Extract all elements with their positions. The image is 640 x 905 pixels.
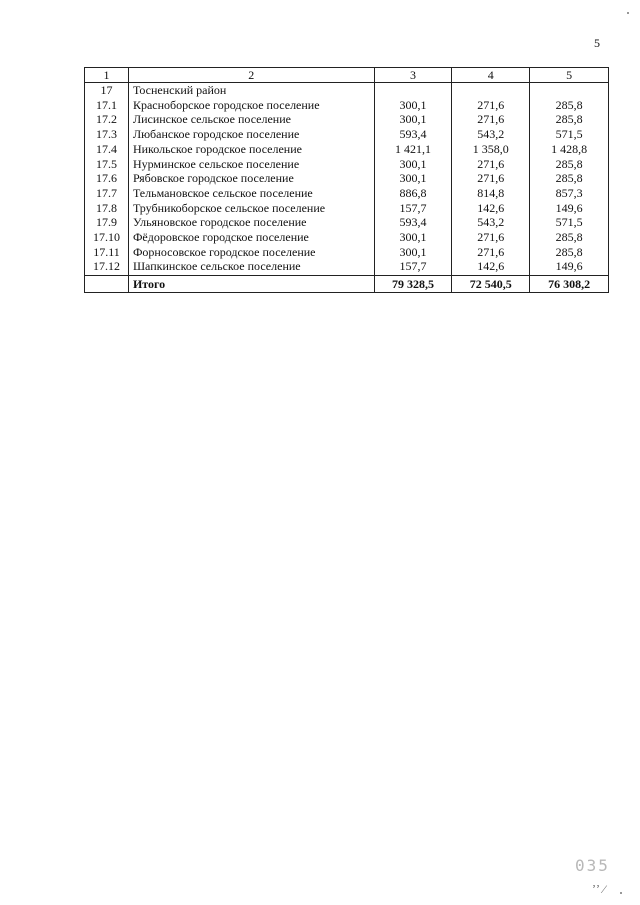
column-header-2: 2 — [128, 68, 374, 83]
table-row — [85, 157, 609, 172]
settlement-name: Ульяновское городское поселение — [128, 215, 374, 230]
settlement-name: Нурминское сельское поселение — [128, 157, 374, 172]
value-col-4: 271,6 — [452, 245, 530, 260]
value-col-3: 593,4 — [374, 127, 452, 142]
value-col-5: 149,6 — [530, 259, 609, 275]
table-row — [85, 186, 609, 201]
section-number: 17 — [85, 83, 129, 98]
value-col-3: 300,1 — [374, 157, 452, 172]
value-col-4: 271,6 — [452, 112, 530, 127]
settlement-name: Трубникоборское сельское поселение — [128, 201, 374, 216]
value-col-3: 1 421,1 — [374, 142, 452, 157]
table-row — [85, 215, 609, 230]
value-col-4: 142,6 — [452, 259, 530, 275]
settlement-name: Шапкинское сельское поселение — [128, 259, 374, 275]
value-col-5: 571,5 — [530, 127, 609, 142]
settlement-name: Рябовское городское поселение — [128, 171, 374, 186]
row-number: 17.3 — [85, 127, 129, 142]
page-number: 5 — [594, 36, 600, 50]
table-row — [85, 127, 609, 142]
scan-speck — [627, 12, 629, 14]
section-cell-4 — [452, 83, 530, 98]
table-header — [85, 68, 609, 83]
section-cell-3 — [374, 83, 452, 98]
value-col-5: 1 428,8 — [530, 142, 609, 157]
value-col-4: 814,8 — [452, 186, 530, 201]
row-number: 17.2 — [85, 112, 129, 127]
value-col-5: 285,8 — [530, 171, 609, 186]
total-row — [85, 276, 609, 293]
total-label: Итого — [128, 276, 374, 293]
row-number: 17.11 — [85, 245, 129, 260]
value-col-3: 157,7 — [374, 259, 452, 275]
total-number-cell — [85, 276, 129, 293]
value-col-4: 271,6 — [452, 98, 530, 113]
row-number: 17.4 — [85, 142, 129, 157]
budget-table — [84, 67, 609, 293]
row-number: 17.9 — [85, 215, 129, 230]
table-body — [85, 83, 609, 276]
row-number: 17.10 — [85, 230, 129, 245]
settlement-name: Лисинское сельское поселение — [128, 112, 374, 127]
page-stamp: 035 — [575, 856, 610, 875]
value-col-5: 285,8 — [530, 230, 609, 245]
table-row — [85, 98, 609, 113]
section-row — [85, 83, 609, 98]
row-number: 17.8 — [85, 201, 129, 216]
section-cell-5 — [530, 83, 609, 98]
row-number: 17.6 — [85, 171, 129, 186]
value-col-3: 300,1 — [374, 171, 452, 186]
row-number: 17.5 — [85, 157, 129, 172]
value-col-4: 271,6 — [452, 230, 530, 245]
value-col-3: 593,4 — [374, 215, 452, 230]
settlement-name: Красноборское городское поселение — [128, 98, 374, 113]
value-col-4: 271,6 — [452, 171, 530, 186]
table-row — [85, 245, 609, 260]
value-col-4: 543,2 — [452, 127, 530, 142]
row-number: 17.12 — [85, 259, 129, 275]
table-row — [85, 171, 609, 186]
row-number: 17.1 — [85, 98, 129, 113]
settlement-name: Любанское городское поселение — [128, 127, 374, 142]
section-name: Тосненский район — [128, 83, 374, 98]
value-col-3: 300,1 — [374, 230, 452, 245]
value-col-3: 300,1 — [374, 245, 452, 260]
table-row — [85, 201, 609, 216]
column-header-1: 1 — [85, 68, 129, 83]
value-col-3: 300,1 — [374, 112, 452, 127]
total-value-4: 72 540,5 — [452, 276, 530, 293]
column-header-5: 5 — [530, 68, 609, 83]
value-col-3: 886,8 — [374, 186, 452, 201]
column-header-3: 3 — [374, 68, 452, 83]
scan-speck — [620, 892, 622, 894]
value-col-5: 285,8 — [530, 157, 609, 172]
settlement-name: Тельмановское сельское поселение — [128, 186, 374, 201]
total-value-5: 76 308,2 — [530, 276, 609, 293]
value-col-3: 157,7 — [374, 201, 452, 216]
settlement-name: Никольское городское поселение — [128, 142, 374, 157]
header-row — [85, 68, 609, 83]
table-row — [85, 259, 609, 275]
column-header-4: 4 — [452, 68, 530, 83]
value-col-5: 285,8 — [530, 245, 609, 260]
value-col-4: 142,6 — [452, 201, 530, 216]
value-col-4: 271,6 — [452, 157, 530, 172]
value-col-5: 285,8 — [530, 98, 609, 113]
value-col-5: 571,5 — [530, 215, 609, 230]
value-col-5: 857,3 — [530, 186, 609, 201]
settlement-name: Форносовское городское поселение — [128, 245, 374, 260]
table-row — [85, 112, 609, 127]
total-value-3: 79 328,5 — [374, 276, 452, 293]
value-col-4: 543,2 — [452, 215, 530, 230]
value-col-5: 149,6 — [530, 201, 609, 216]
value-col-3: 300,1 — [374, 98, 452, 113]
value-col-5: 285,8 — [530, 112, 609, 127]
table-row — [85, 142, 609, 157]
settlement-name: Фёдоровское городское поселение — [128, 230, 374, 245]
corner-mark: ʼʼ ⁄ — [592, 882, 605, 896]
value-col-4: 1 358,0 — [452, 142, 530, 157]
table-row — [85, 230, 609, 245]
row-number: 17.7 — [85, 186, 129, 201]
